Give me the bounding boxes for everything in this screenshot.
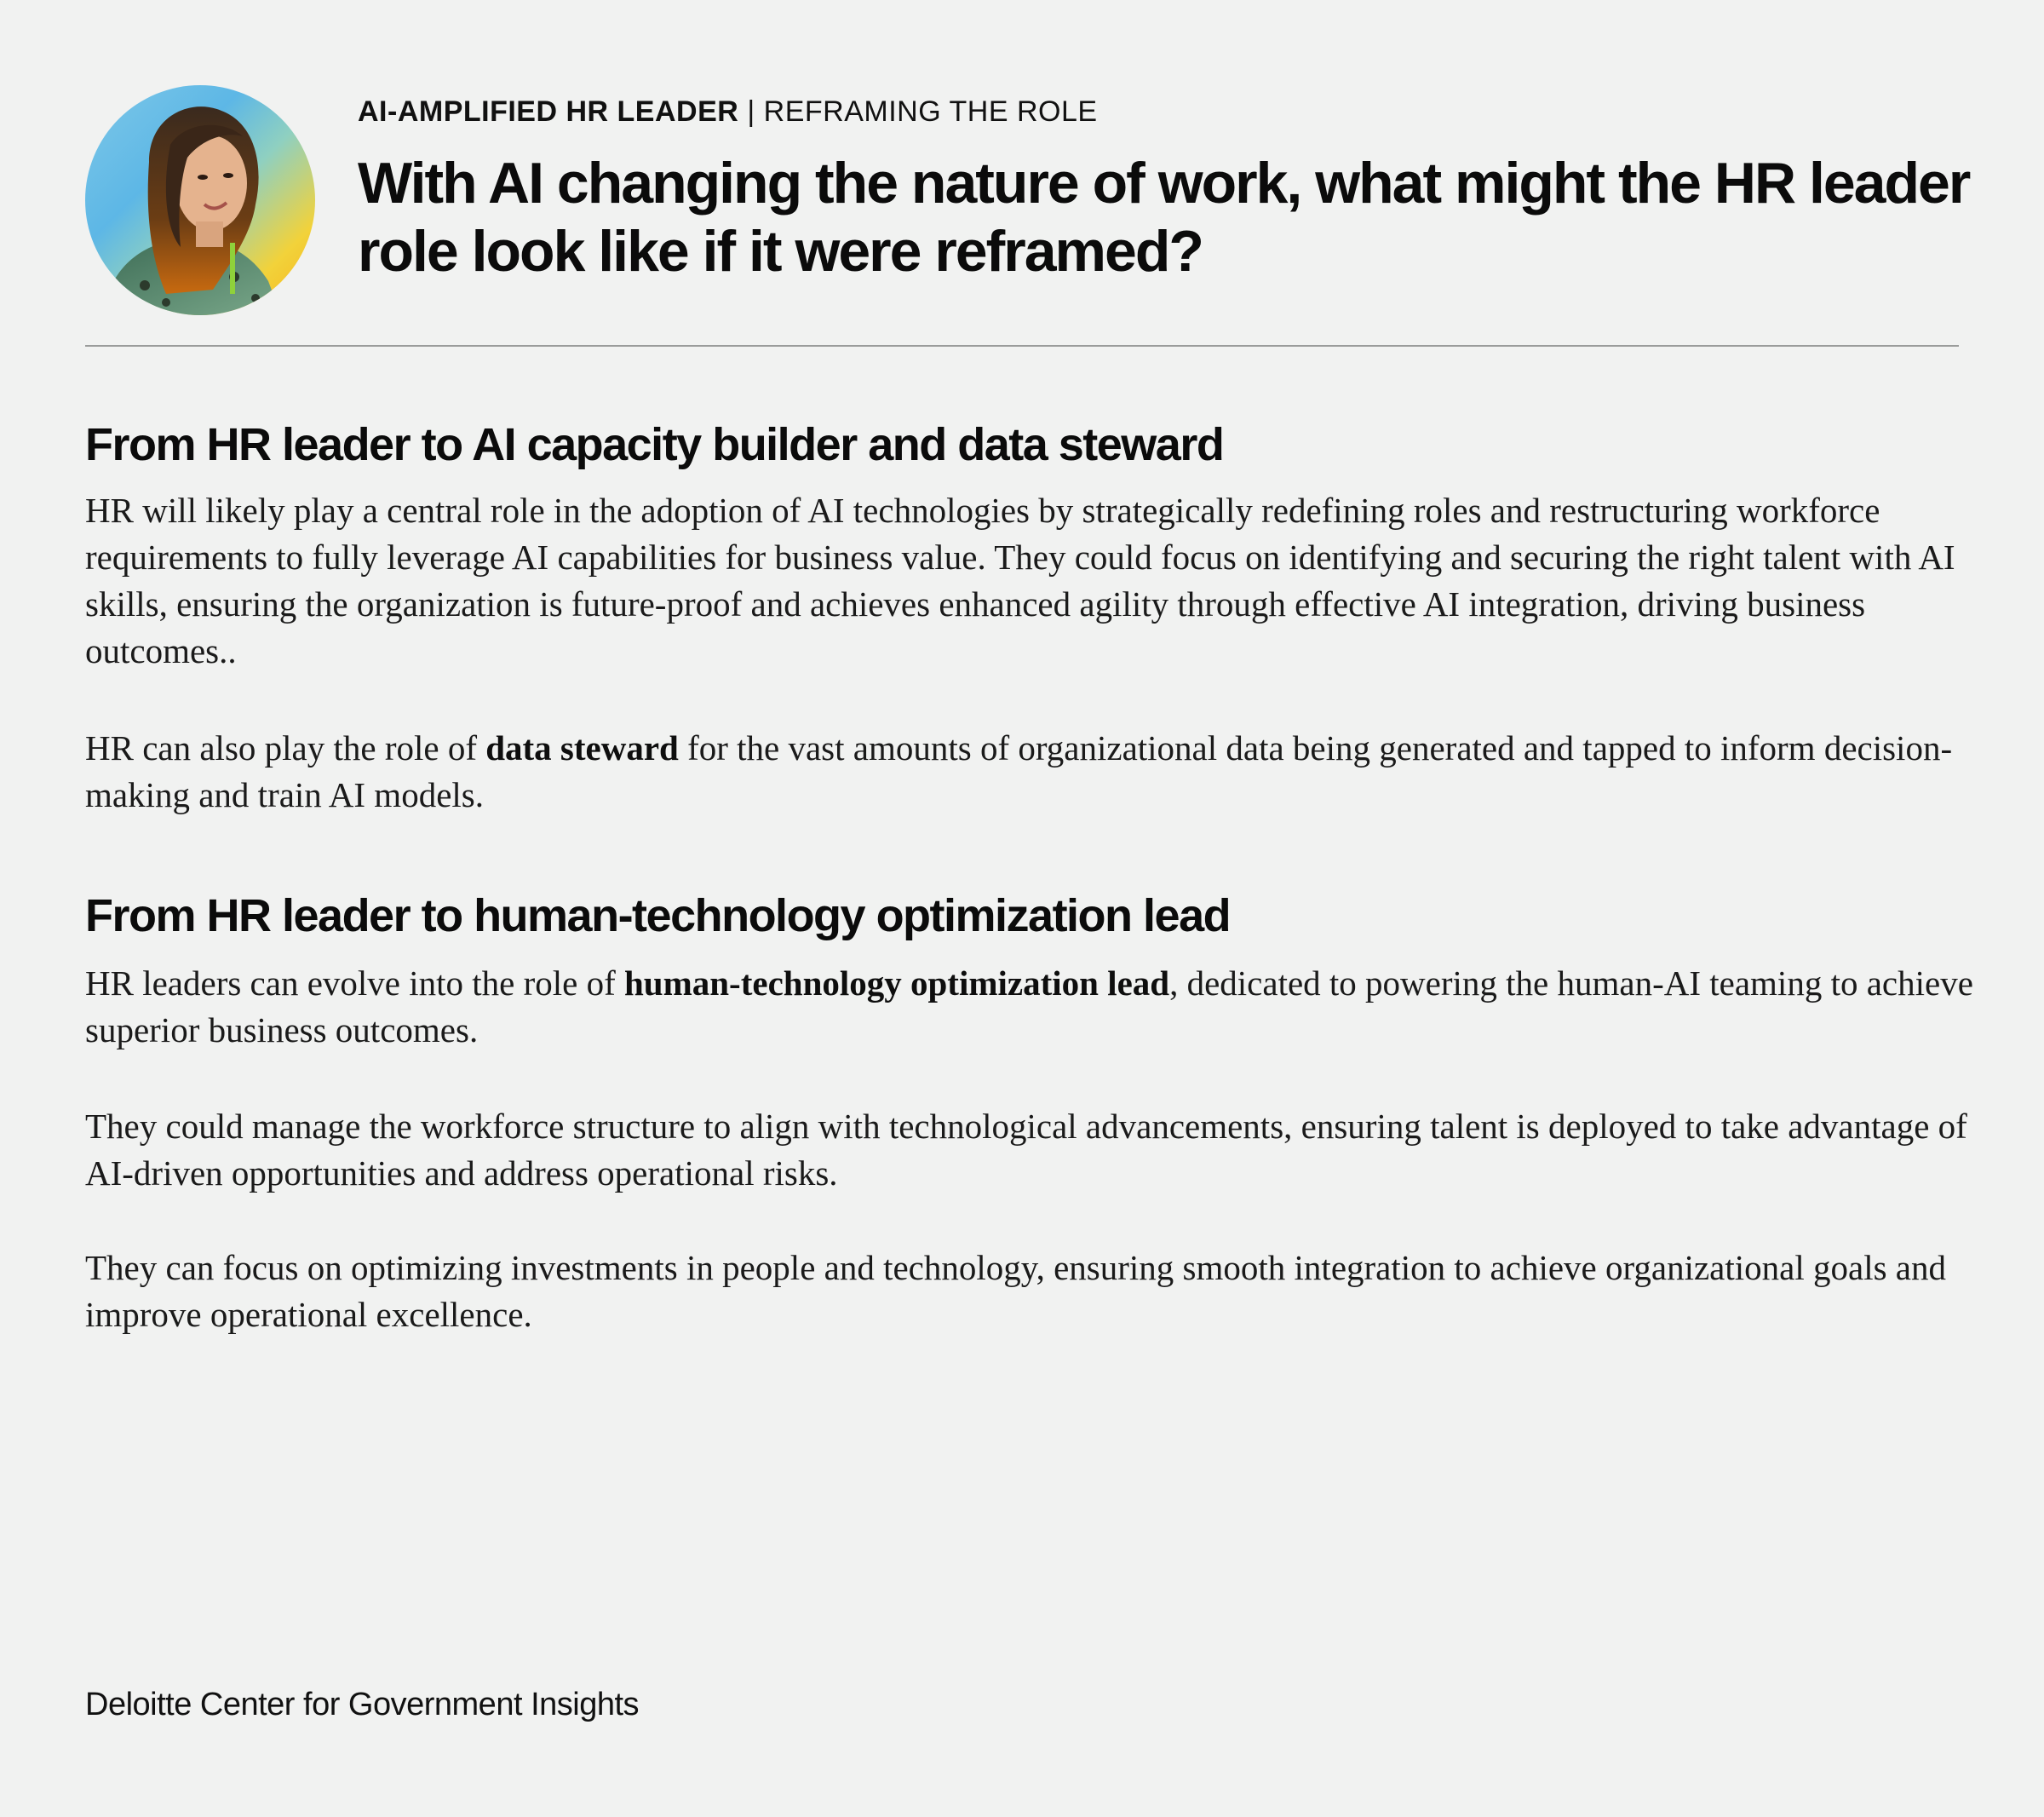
paragraph-text: , dedicated to powering the human-AI teaming to achieve superior business outcomes.: [85, 963, 1973, 1049]
paragraph: They could manage the workforce structure to align with technological advancements, ensuring talent is deployed to take advantage of AI-driven opportunities and address operational risks.: [85, 1107, 1967, 1193]
paragraph-text: HR leaders can evolve into the role of: [85, 963, 624, 1003]
paragraph: HR will likely play a central role in the adoption of AI technologies by strategically redefining roles and restructuring workforce requirements to fully leverage AI capabilities for business value. They could focus on identifying and securing the right talent with AI skills, ensuring the organization is future-proof and achieves enhanced agility through effective AI integration, driving business outcomes..: [85, 491, 1955, 670]
emphasis-optimization-lead: human-technology optimization lead: [624, 963, 1170, 1003]
page-title: With AI changing the nature of work, what might the HR leader role look like if it were reframed?: [358, 151, 1970, 284]
kicker-primary: AI-AMPLIFIED HR LEADER: [358, 95, 739, 128]
emphasis-data-steward: data steward: [485, 728, 679, 768]
kicker-secondary: REFRAMING THE ROLE: [763, 95, 1098, 128]
kicker-separator: |: [747, 95, 755, 128]
paragraph: [85, 960, 1976, 1054]
section-heading-optimization-lead: From HR leader to human-technology optimization lead: [85, 890, 1231, 941]
section-heading-capacity-builder: From HR leader to AI capacity builder and data steward: [85, 419, 1224, 470]
divider: [85, 345, 1959, 347]
avatar: [85, 85, 315, 315]
paragraph-text: for the vast amounts of organizational data being generated and tapped to inform decision-making and train AI models.: [85, 728, 1953, 814]
source-credit: Deloitte Center for Government Insights: [85, 1687, 640, 1722]
paragraph: [85, 725, 1976, 819]
paragraph: They can focus on optimizing investments in people and technology, ensuring smooth integration to achieve organizational goals and improve operational excellence.: [85, 1248, 1946, 1334]
paragraph-text: HR can also play the role of: [85, 728, 486, 768]
kicker: [358, 95, 1098, 129]
portrait-photo: [85, 85, 315, 315]
